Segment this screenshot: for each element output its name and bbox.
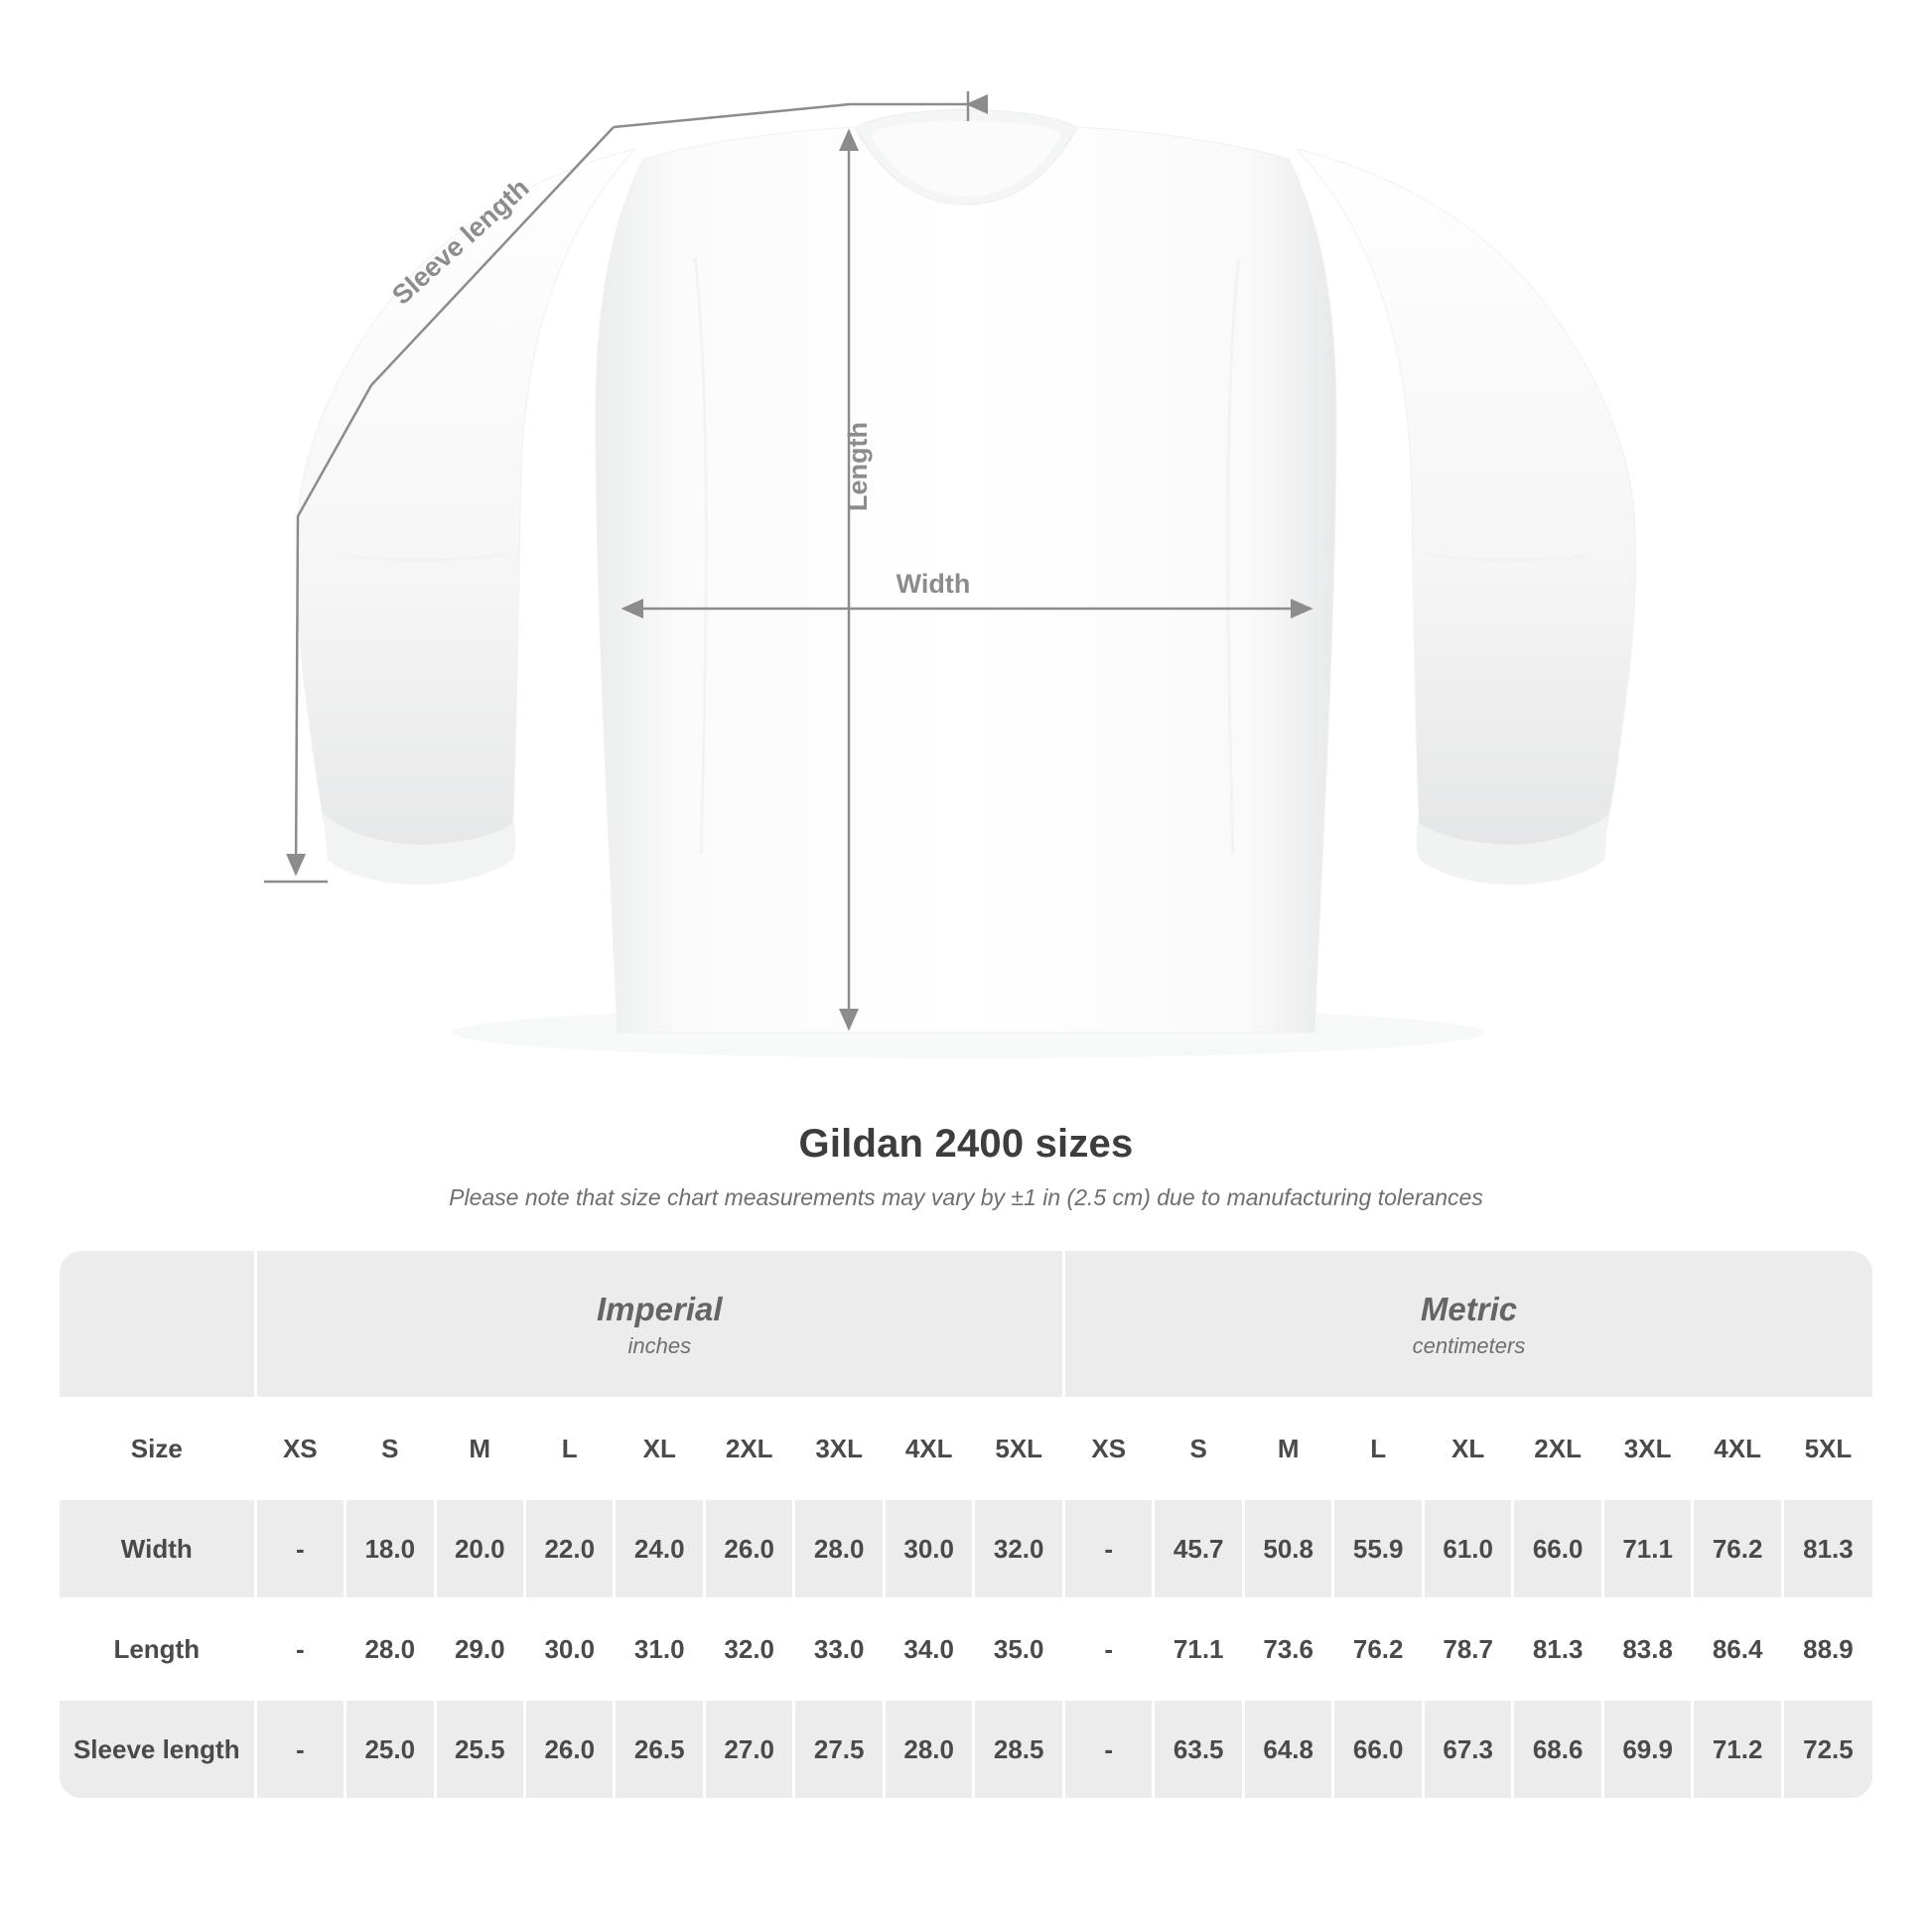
unit-header-imperial (255, 1251, 1063, 1399)
cell-width-imperial-l: 22.0 (525, 1499, 615, 1599)
table-row (60, 1599, 1872, 1700)
size-header-label: Size (60, 1399, 255, 1499)
size-header-metric-s: S (1154, 1399, 1243, 1499)
row-label-sleeve-length: Sleeve length (60, 1700, 255, 1799)
page-title: Gildan 2400 sizes (798, 1122, 1134, 1166)
size-header-metric-2xl: 2XL (1513, 1399, 1602, 1499)
size-header-imperial-3xl: 3XL (794, 1399, 884, 1499)
right-sleeve (1297, 149, 1636, 864)
cell-sleeve-imperial-5xl: 28.5 (974, 1700, 1064, 1799)
cell-width-metric-xl: 61.0 (1423, 1499, 1512, 1599)
unit-name-imperial: Imperial (596, 1290, 723, 1327)
cell-width-metric-xs: - (1063, 1499, 1153, 1599)
cell-length-metric-l: 76.2 (1333, 1599, 1423, 1700)
cell-width-imperial-5xl: 32.0 (974, 1499, 1064, 1599)
unit-sub-metric: centimeters (1412, 1333, 1526, 1359)
cell-width-metric-2xl: 66.0 (1513, 1499, 1602, 1599)
width-label: Width (896, 569, 971, 599)
cell-width-imperial-xl: 24.0 (615, 1499, 704, 1599)
cell-sleeve-metric-2xl: 68.6 (1513, 1700, 1602, 1799)
cell-length-imperial-l: 30.0 (525, 1599, 615, 1700)
cell-width-metric-m: 50.8 (1243, 1499, 1332, 1599)
cell-length-imperial-xs: - (255, 1599, 345, 1700)
cell-length-imperial-3xl: 33.0 (794, 1599, 884, 1700)
size-header-imperial-s: S (345, 1399, 435, 1499)
cell-sleeve-imperial-3xl: 27.5 (794, 1700, 884, 1799)
size-header-metric-4xl: 4XL (1693, 1399, 1782, 1499)
tolerance-note: Please note that size chart measurements may vary by ±1 in (2.5 cm) due to manufacturing tolerances (449, 1184, 1483, 1210)
cell-sleeve-imperial-s: 25.0 (345, 1700, 435, 1799)
cell-width-metric-l: 55.9 (1333, 1499, 1423, 1599)
cell-sleeve-metric-4xl: 71.2 (1693, 1700, 1782, 1799)
cell-sleeve-metric-xl: 67.3 (1423, 1700, 1512, 1799)
cell-width-metric-4xl: 76.2 (1693, 1499, 1782, 1599)
sleeve-length-label: Sleeve length (386, 172, 535, 311)
size-header-row (60, 1399, 1872, 1499)
cell-width-metric-5xl: 81.3 (1782, 1499, 1872, 1599)
size-header-imperial-2xl: 2XL (704, 1399, 793, 1499)
size-header-metric-3xl: 3XL (1602, 1399, 1692, 1499)
size-header-metric-5xl: 5XL (1782, 1399, 1872, 1499)
table-row (60, 1499, 1872, 1599)
size-chart-table (60, 1251, 1872, 1798)
unit-header-spacer (60, 1251, 255, 1399)
cell-width-imperial-m: 20.0 (435, 1499, 524, 1599)
unit-sub-imperial: inches (627, 1333, 692, 1359)
size-header-imperial-5xl: 5XL (974, 1399, 1064, 1499)
unit-name-metric: Metric (1420, 1290, 1518, 1327)
cell-length-imperial-4xl: 34.0 (884, 1599, 973, 1700)
size-header-imperial-4xl: 4XL (884, 1399, 973, 1499)
cell-width-metric-3xl: 71.1 (1602, 1499, 1692, 1599)
cell-length-imperial-m: 29.0 (435, 1599, 524, 1700)
cell-sleeve-metric-l: 66.0 (1333, 1700, 1423, 1799)
size-header-metric-xl: XL (1423, 1399, 1512, 1499)
cell-length-metric-m: 73.6 (1243, 1599, 1332, 1700)
cell-length-metric-xs: - (1063, 1599, 1153, 1700)
cell-length-metric-2xl: 81.3 (1513, 1599, 1602, 1700)
cell-sleeve-imperial-xl: 26.5 (615, 1700, 704, 1799)
cell-sleeve-metric-m: 64.8 (1243, 1700, 1332, 1799)
cell-sleeve-imperial-4xl: 28.0 (884, 1700, 973, 1799)
cell-width-imperial-xs: - (255, 1499, 345, 1599)
size-header-metric-l: L (1333, 1399, 1423, 1499)
size-header-imperial-m: M (435, 1399, 524, 1499)
cell-length-imperial-s: 28.0 (345, 1599, 435, 1700)
cell-sleeve-metric-3xl: 69.9 (1602, 1700, 1692, 1799)
size-header-imperial-xs: XS (255, 1399, 345, 1499)
size-header-imperial-l: L (525, 1399, 615, 1499)
cell-length-metric-5xl: 88.9 (1782, 1599, 1872, 1700)
size-header-imperial-xl: XL (615, 1399, 704, 1499)
size-table-wrap (60, 1251, 1872, 1798)
cell-width-imperial-2xl: 26.0 (704, 1499, 793, 1599)
cell-width-metric-s: 45.7 (1154, 1499, 1243, 1599)
cell-sleeve-metric-5xl: 72.5 (1782, 1700, 1872, 1799)
size-header-metric-xs: XS (1063, 1399, 1153, 1499)
cell-length-metric-s: 71.1 (1154, 1599, 1243, 1700)
cell-length-imperial-xl: 31.0 (615, 1599, 704, 1700)
table-row (60, 1700, 1872, 1799)
cell-sleeve-metric-xs: - (1063, 1700, 1153, 1799)
row-label-width: Width (60, 1499, 255, 1599)
cell-length-imperial-2xl: 32.0 (704, 1599, 793, 1700)
cell-sleeve-metric-s: 63.5 (1154, 1700, 1243, 1799)
cell-length-metric-4xl: 86.4 (1693, 1599, 1782, 1700)
cell-length-metric-xl: 78.7 (1423, 1599, 1512, 1700)
cell-sleeve-imperial-2xl: 27.0 (704, 1700, 793, 1799)
unit-header-row (60, 1251, 1872, 1399)
cell-sleeve-imperial-l: 26.0 (525, 1700, 615, 1799)
length-label: Length (843, 422, 873, 511)
cell-length-metric-3xl: 83.8 (1602, 1599, 1692, 1700)
cell-width-imperial-3xl: 28.0 (794, 1499, 884, 1599)
row-label-length: Length (60, 1599, 255, 1700)
title-block (0, 1122, 1932, 1211)
size-header-metric-m: M (1243, 1399, 1332, 1499)
cell-sleeve-imperial-m: 25.5 (435, 1700, 524, 1799)
unit-header-metric (1063, 1251, 1872, 1399)
cell-width-imperial-s: 18.0 (345, 1499, 435, 1599)
cell-sleeve-imperial-xs: - (255, 1700, 345, 1799)
cell-width-imperial-4xl: 30.0 (884, 1499, 973, 1599)
cell-length-imperial-5xl: 35.0 (974, 1599, 1064, 1700)
